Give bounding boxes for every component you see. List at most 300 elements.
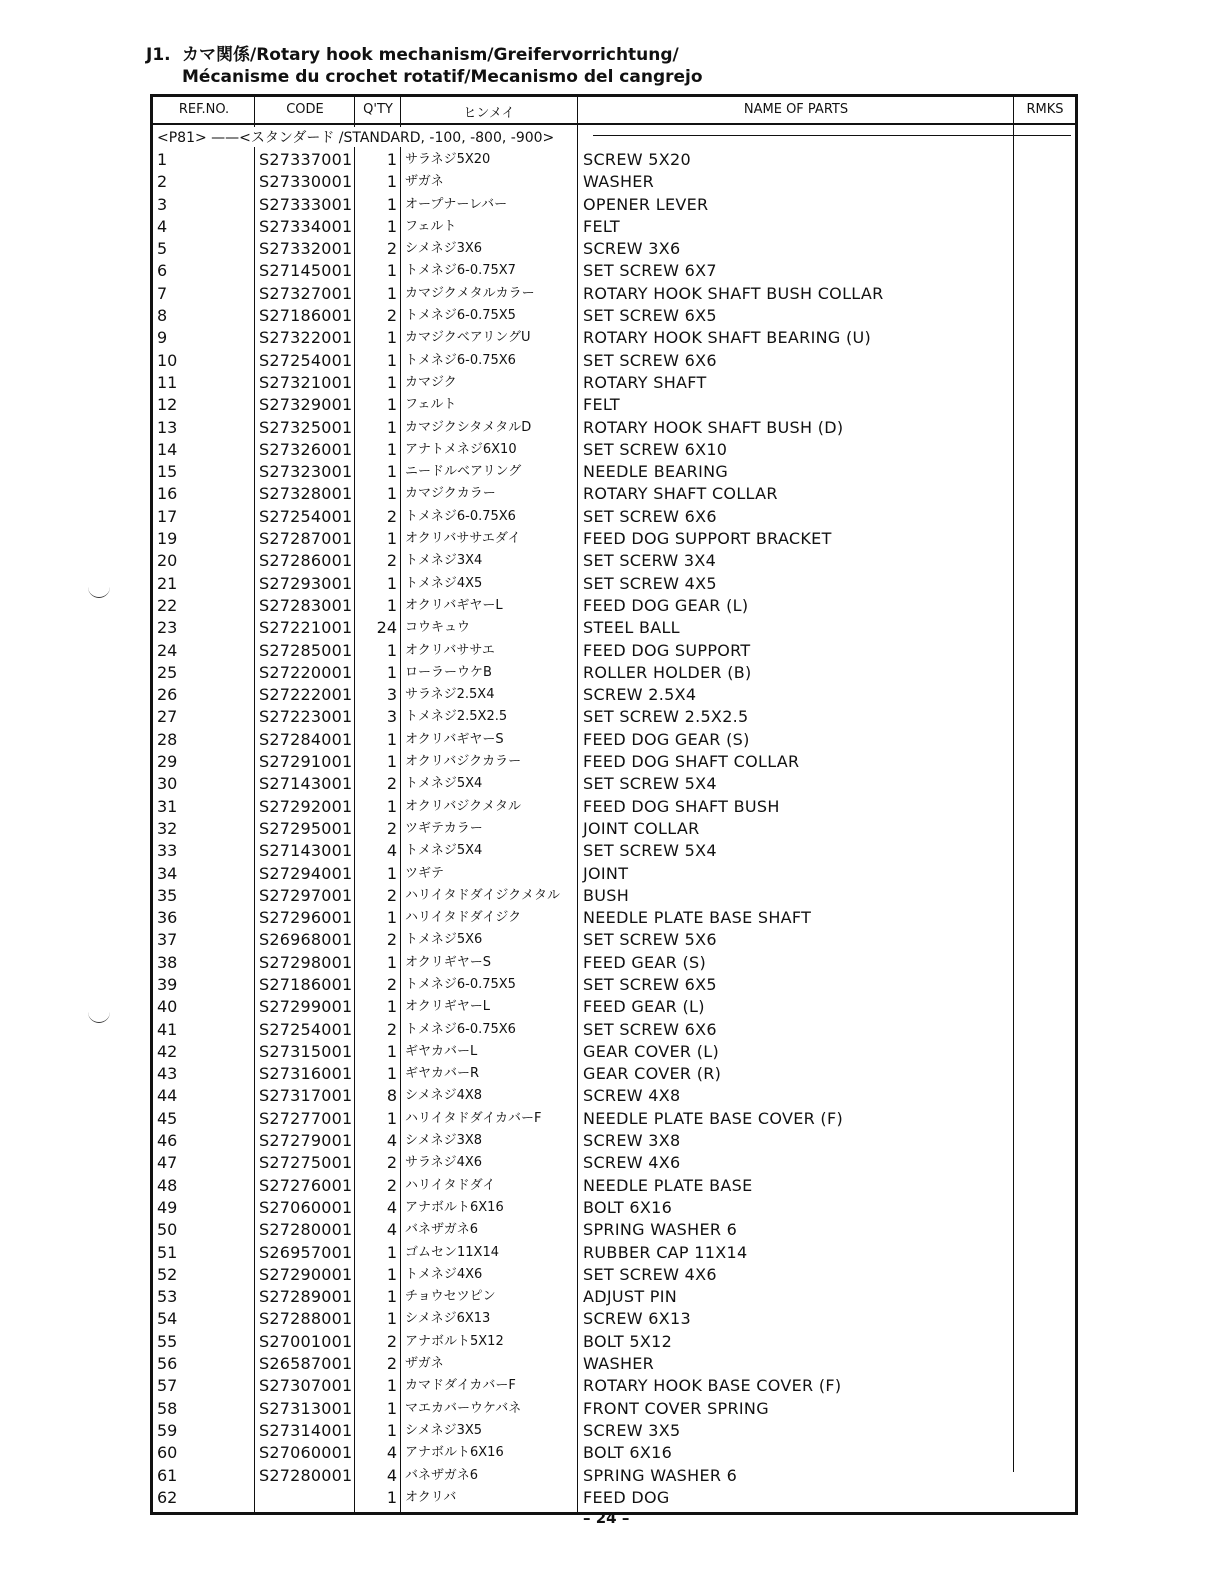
quantity: 2 — [386, 239, 397, 259]
katakana-name: オクリギヤーL — [405, 999, 490, 1015]
quantity: 8 — [386, 1086, 397, 1106]
quantity: 4 — [386, 1220, 397, 1240]
part-code: S27329001 — [259, 395, 353, 415]
table-row — [153, 885, 1075, 907]
heading-line-1 — [146, 44, 703, 66]
part-code: S26968001 — [259, 930, 353, 950]
part-name: BOLT 6X16 — [583, 1443, 673, 1463]
ref-number: 20 — [157, 551, 178, 571]
table-row — [153, 216, 1075, 238]
quantity: 2 — [386, 774, 397, 794]
katakana-name: シメネジ3X6 — [405, 241, 483, 257]
quantity: 1 — [386, 1064, 397, 1084]
ref-number: 4 — [157, 216, 168, 236]
part-code: S27285001 — [259, 640, 353, 660]
ref-number: 46 — [157, 1131, 178, 1151]
part-name: JOINT — [583, 863, 629, 883]
part-code: S27292001 — [259, 796, 353, 816]
katakana-name: オクリバギヤーS — [405, 731, 504, 747]
table-row — [153, 1108, 1075, 1130]
header-qty: Q'TY — [363, 102, 393, 117]
ref-number: 43 — [157, 1064, 178, 1084]
part-name: SET SCREW 6X5 — [583, 974, 717, 994]
part-name: SCREW 3X5 — [583, 1420, 681, 1440]
part-name: SCREW 3X8 — [583, 1131, 681, 1151]
ref-number: 35 — [157, 885, 178, 905]
ref-number: 62 — [157, 1487, 178, 1507]
table-row — [153, 1130, 1075, 1152]
ref-number: 38 — [157, 952, 178, 972]
table-row — [153, 305, 1075, 327]
part-name: FEED DOG SUPPORT BRACKET — [583, 529, 832, 549]
part-name: JOINT COLLAR — [583, 818, 700, 838]
ref-number: 56 — [157, 1354, 178, 1374]
table-row — [153, 684, 1075, 706]
part-name: SCREW 3X6 — [583, 239, 681, 259]
quantity: 2 — [386, 306, 397, 326]
part-name: SET SCREW 6X5 — [583, 306, 717, 326]
table-row — [153, 327, 1075, 349]
table-row — [153, 751, 1075, 773]
standard-rule — [593, 135, 1071, 136]
ref-number: 42 — [157, 1041, 178, 1061]
ref-number: 8 — [157, 306, 168, 326]
katakana-name: オープナーレバー — [405, 196, 508, 212]
part-name: SET SCREW 6X6 — [583, 1019, 717, 1039]
katakana-name: カマジク — [405, 374, 457, 390]
ref-number: 27 — [157, 707, 178, 727]
part-code: S27275001 — [259, 1153, 353, 1173]
ref-number: 19 — [157, 529, 178, 549]
katakana-name: シメネジ3X5 — [405, 1422, 483, 1438]
katakana-name: トメネジ2.5X2.5 — [405, 709, 508, 725]
part-name: ADJUST PIN — [583, 1287, 678, 1307]
part-code: S27298001 — [259, 952, 353, 972]
table-row — [153, 439, 1075, 461]
katakana-name: トメネジ5X4 — [405, 776, 483, 792]
part-code: S27294001 — [259, 863, 353, 883]
katakana-name: アナボルト5X12 — [405, 1333, 504, 1349]
part-name: SET SCREW 5X4 — [583, 841, 717, 861]
table-row — [153, 260, 1075, 282]
part-name: ROTARY HOOK SHAFT BUSH (D) — [583, 417, 844, 437]
table-row — [153, 595, 1075, 617]
ref-number: 13 — [157, 417, 178, 437]
part-name: ROTARY HOOK BASE COVER (F) — [583, 1376, 842, 1396]
part-code: S27060001 — [259, 1443, 353, 1463]
part-code: S27307001 — [259, 1376, 353, 1396]
katakana-name: ハリイタドダイカバーF — [405, 1110, 542, 1126]
katakana-name: オクリバ — [405, 1489, 457, 1505]
part-code: S27220001 — [259, 662, 353, 682]
table-row — [153, 1331, 1075, 1353]
ref-number: 45 — [157, 1108, 178, 1128]
table-row — [153, 350, 1075, 372]
katakana-name: アナボルト6X16 — [405, 1445, 504, 1461]
table-row — [153, 907, 1075, 929]
quantity: 1 — [386, 952, 397, 972]
header-name: NAME OF PARTS — [743, 102, 849, 117]
table-row — [153, 1063, 1075, 1085]
katakana-name: オクリバジクカラー — [405, 754, 522, 770]
katakana-name: コウキュウ — [405, 620, 471, 636]
part-code: S27060001 — [259, 1197, 353, 1217]
part-code: S27288001 — [259, 1309, 353, 1329]
katakana-name: ギヤカバーR — [405, 1066, 480, 1082]
table-row — [153, 1242, 1075, 1264]
katakana-name: トメネジ5X6 — [405, 932, 483, 948]
katakana-name: シメネジ4X8 — [405, 1088, 483, 1104]
part-code: S27299001 — [259, 997, 353, 1017]
table-row — [153, 194, 1075, 216]
table-row — [153, 996, 1075, 1018]
katakana-name: カマジクシタメタルD — [405, 419, 532, 435]
table-row — [153, 506, 1075, 528]
table-row — [153, 149, 1075, 171]
ref-number: 3 — [157, 194, 168, 214]
quantity: 4 — [386, 1465, 397, 1485]
part-code: S26957001 — [259, 1242, 353, 1262]
table-row — [153, 818, 1075, 840]
part-code: S27293001 — [259, 573, 353, 593]
part-name: SPRING WASHER 6 — [583, 1220, 738, 1240]
parts-rows — [153, 149, 1075, 1509]
part-code: S27334001 — [259, 216, 353, 236]
quantity: 1 — [386, 1309, 397, 1329]
quantity: 1 — [386, 640, 397, 660]
part-code: S27317001 — [259, 1086, 353, 1106]
ref-number: 59 — [157, 1420, 178, 1440]
quantity: 1 — [386, 529, 397, 549]
table-row — [153, 1487, 1075, 1509]
quantity: 1 — [386, 172, 397, 192]
katakana-name: ザガネ — [405, 174, 444, 190]
katakana-name: ローラーウケB — [405, 664, 492, 680]
part-code: S27295001 — [259, 818, 353, 838]
part-code: S27290001 — [259, 1264, 353, 1284]
quantity: 2 — [386, 885, 397, 905]
part-name: SET SCREW 2.5X2.5 — [583, 707, 749, 727]
part-code: S27284001 — [259, 729, 353, 749]
quantity: 1 — [386, 752, 397, 772]
ref-number: 53 — [157, 1287, 178, 1307]
part-name: NEEDLE PLATE BASE COVER (F) — [583, 1108, 844, 1128]
quantity: 2 — [386, 1175, 397, 1195]
table-row — [153, 550, 1075, 572]
ref-number: 37 — [157, 930, 178, 950]
table-row — [153, 1152, 1075, 1174]
quantity: 2 — [386, 1331, 397, 1351]
ref-number: 58 — [157, 1398, 178, 1418]
ref-number: 61 — [157, 1465, 178, 1485]
katakana-name: トメネジ5X4 — [405, 843, 483, 859]
quantity: 2 — [386, 1354, 397, 1374]
table-row — [153, 1308, 1075, 1330]
katakana-name: トメネジ6-0.75X6 — [405, 1021, 516, 1037]
part-name: SCREW 6X13 — [583, 1309, 691, 1329]
part-code: S27280001 — [259, 1220, 353, 1240]
part-code: S27315001 — [259, 1041, 353, 1061]
quantity: 1 — [386, 283, 397, 303]
heading-line-1-text: カマ関係/Rotary hook mechanism/Greifervorrichtung/ — [182, 45, 679, 65]
part-name: ROTARY HOOK SHAFT BUSH COLLAR — [583, 283, 884, 303]
quantity: 1 — [386, 1264, 397, 1284]
ref-number: 17 — [157, 506, 178, 526]
quantity: 1 — [386, 573, 397, 593]
quantity: 4 — [386, 1131, 397, 1151]
ref-number: 47 — [157, 1153, 178, 1173]
table-row — [153, 662, 1075, 684]
table-row — [153, 283, 1075, 305]
katakana-name: シメネジ6X13 — [405, 1311, 491, 1327]
katakana-name: カマジクメタルカラー — [405, 285, 535, 301]
katakana-name: オクリバササエダイ — [405, 531, 521, 547]
katakana-name: オクリバササエ — [405, 642, 495, 658]
katakana-name: シメネジ3X8 — [405, 1133, 483, 1149]
part-code: S27223001 — [259, 707, 353, 727]
katakana-name: アナトメネジ6X10 — [405, 441, 517, 457]
table-row — [153, 729, 1075, 751]
part-code: S27287001 — [259, 529, 353, 549]
katakana-name: ギヤカバーL — [405, 1043, 478, 1059]
part-code: S27276001 — [259, 1175, 353, 1195]
table-row — [153, 417, 1075, 439]
ref-number: 52 — [157, 1264, 178, 1284]
part-name: STEEL BALL — [583, 618, 680, 638]
ref-number: 39 — [157, 974, 178, 994]
quantity: 1 — [386, 395, 397, 415]
quantity: 2 — [386, 506, 397, 526]
quantity: 1 — [386, 328, 397, 348]
table-row — [153, 1085, 1075, 1107]
quantity: 2 — [386, 551, 397, 571]
part-name: SET SCREW 5X4 — [583, 774, 717, 794]
katakana-name: トメネジ6-0.75X6 — [405, 508, 516, 524]
part-code: S27145001 — [259, 261, 353, 281]
ref-number: 11 — [157, 372, 178, 392]
part-name: SET SCERW 3X4 — [583, 551, 717, 571]
part-name: ROLLER HOLDER (B) — [583, 662, 752, 682]
header-kana: ヒンメイ — [463, 106, 515, 121]
part-name: BOLT 6X16 — [583, 1197, 673, 1217]
part-name: NEEDLE PLATE BASE SHAFT — [583, 908, 812, 928]
part-code: S27313001 — [259, 1398, 353, 1418]
quantity: 1 — [386, 729, 397, 749]
section-number: J1. — [146, 45, 171, 65]
part-name: NEEDLE BEARING — [583, 462, 729, 482]
part-name: NEEDLE PLATE BASE — [583, 1175, 753, 1195]
katakana-name: オクリギヤーS — [405, 954, 491, 970]
part-name: OPENER LEVER — [583, 194, 709, 214]
katakana-name: カマドダイカバーF — [405, 1378, 516, 1394]
part-name: RUBBER CAP 11X14 — [583, 1242, 748, 1262]
katakana-name: チョウセツピン — [405, 1289, 496, 1305]
ref-number: 22 — [157, 595, 178, 615]
part-code: S27222001 — [259, 685, 353, 705]
part-name: WASHER — [583, 1354, 655, 1374]
quantity: 1 — [386, 1242, 397, 1262]
ref-number: 21 — [157, 573, 178, 593]
quantity: 1 — [386, 595, 397, 615]
quantity: 1 — [386, 908, 397, 928]
quantity: 1 — [386, 1041, 397, 1061]
heading-line-2: Mécanisme du crochet rotatif/Mecanismo del cangrejo — [182, 67, 703, 87]
ref-number: 24 — [157, 640, 178, 660]
katakana-name: ハリイタドダイ — [405, 1177, 496, 1193]
table-row — [153, 238, 1075, 260]
quantity: 1 — [386, 1376, 397, 1396]
katakana-name: トメネジ4X6 — [405, 1266, 483, 1282]
quantity: 1 — [386, 1398, 397, 1418]
part-name: ROTARY SHAFT — [583, 372, 707, 392]
part-code: S27283001 — [259, 595, 353, 615]
quantity: 1 — [386, 1420, 397, 1440]
table-row — [153, 573, 1075, 595]
ref-number: 25 — [157, 662, 178, 682]
table-row — [153, 929, 1075, 951]
ref-number: 57 — [157, 1376, 178, 1396]
quantity: 1 — [386, 216, 397, 236]
katakana-name: トメネジ3X4 — [405, 553, 483, 569]
part-name: SCREW 5X20 — [583, 150, 691, 169]
part-name: FELT — [583, 216, 620, 236]
part-name: FEED DOG SUPPORT — [583, 640, 751, 660]
ref-number: 7 — [157, 283, 168, 303]
quantity: 1 — [386, 662, 397, 682]
part-code: S26587001 — [259, 1354, 353, 1374]
part-code: S27289001 — [259, 1287, 353, 1307]
part-code: S27221001 — [259, 618, 353, 638]
punch-mark-lower — [88, 1012, 110, 1023]
ref-number: 40 — [157, 997, 178, 1017]
part-code: S27325001 — [259, 417, 353, 437]
table-row — [153, 1286, 1075, 1308]
part-code: S27330001 — [259, 172, 353, 192]
ref-number: 51 — [157, 1242, 178, 1262]
part-name: SET SCREW 4X6 — [583, 1264, 717, 1284]
part-name: FRONT COVER SPRING — [583, 1398, 769, 1418]
part-name: SCREW 4X6 — [583, 1153, 681, 1173]
quantity: 1 — [386, 439, 397, 459]
table-row — [153, 394, 1075, 416]
quantity: 1 — [386, 350, 397, 370]
katakana-name: フェルト — [405, 218, 457, 234]
header-ref: REF.NO. — [178, 102, 230, 117]
part-name: FEED DOG — [583, 1487, 670, 1507]
table-row — [153, 461, 1075, 483]
punch-mark-upper — [88, 587, 110, 598]
part-code: S27279001 — [259, 1131, 353, 1151]
part-code: S27254001 — [259, 1019, 353, 1039]
part-code: S27254001 — [259, 506, 353, 526]
ref-number: 33 — [157, 841, 178, 861]
page-heading — [146, 44, 703, 88]
katakana-name: アナボルト6X16 — [405, 1199, 504, 1215]
table-row — [153, 617, 1075, 639]
table-row — [153, 863, 1075, 885]
ref-number: 5 — [157, 239, 168, 259]
ref-number: 55 — [157, 1331, 178, 1351]
part-name: SET SCREW 5X6 — [583, 930, 717, 950]
part-code: S27333001 — [259, 194, 353, 214]
quantity: 3 — [386, 685, 397, 705]
part-name: SET SCREW 6X6 — [583, 350, 717, 370]
part-code: S27316001 — [259, 1064, 353, 1084]
table-row — [153, 706, 1075, 728]
katakana-name: マエカバーウケバネ — [405, 1400, 522, 1416]
part-code: S27328001 — [259, 484, 353, 504]
part-name: FEED GEAR (S) — [583, 952, 707, 972]
quantity: 1 — [386, 1108, 397, 1128]
katakana-name: ハリイタドダイジク — [405, 910, 522, 926]
table-row — [153, 171, 1075, 193]
header-code: CODE — [286, 102, 324, 117]
katakana-name: ハリイタドダイジクメタル — [405, 887, 560, 903]
katakana-name: サラネジ2.5X4 — [405, 687, 495, 703]
part-code: S27291001 — [259, 752, 353, 772]
part-name: GEAR COVER (R) — [583, 1064, 722, 1084]
part-name: FELT — [583, 395, 620, 415]
header-rmks: RMKS — [1026, 102, 1064, 117]
part-code: S27186001 — [259, 306, 353, 326]
quantity: 1 — [386, 462, 397, 482]
quantity: 2 — [386, 1019, 397, 1039]
quantity: 1 — [386, 1287, 397, 1307]
part-code: S27296001 — [259, 908, 353, 928]
table-row — [153, 773, 1075, 795]
part-name: SCREW 2.5X4 — [583, 685, 697, 705]
quantity: 24 — [376, 618, 397, 638]
part-code: S27280001 — [259, 1465, 353, 1485]
quantity: 1 — [386, 194, 397, 214]
quantity: 4 — [386, 1197, 397, 1217]
ref-number: 54 — [157, 1309, 178, 1329]
quantity: 1 — [386, 417, 397, 437]
ref-number: 48 — [157, 1175, 178, 1195]
katakana-name: バネザガネ6 — [405, 1467, 479, 1483]
part-name: FEED DOG SHAFT COLLAR — [583, 752, 800, 772]
ref-number: 29 — [157, 752, 178, 772]
quantity: 1 — [386, 863, 397, 883]
table-row — [153, 1019, 1075, 1041]
ref-number: 31 — [157, 796, 178, 816]
ref-number: 28 — [157, 729, 178, 749]
part-code: S27327001 — [259, 283, 353, 303]
quantity: 2 — [386, 974, 397, 994]
part-name: FEED DOG SHAFT BUSH — [583, 796, 780, 816]
ref-number: 12 — [157, 395, 178, 415]
quantity: 1 — [386, 796, 397, 816]
table-row — [153, 1219, 1075, 1241]
ref-number: 41 — [157, 1019, 178, 1039]
table-row — [153, 1465, 1075, 1487]
part-name: SCREW 4X8 — [583, 1086, 681, 1106]
ref-number: 1 — [157, 150, 168, 169]
katakana-name: カマジクベアリングU — [405, 330, 531, 346]
ref-number: 50 — [157, 1220, 178, 1240]
part-name: SET SCREW 6X6 — [583, 506, 717, 526]
quantity: 2 — [386, 818, 397, 838]
ref-number: 34 — [157, 863, 178, 883]
quantity: 3 — [386, 707, 397, 727]
ref-number: 36 — [157, 908, 178, 928]
quantity: 1 — [386, 484, 397, 504]
part-code: S27001001 — [259, 1331, 353, 1351]
part-code: S27326001 — [259, 439, 353, 459]
page-number: – 24 – — [583, 1509, 630, 1527]
table-row — [153, 1175, 1075, 1197]
table-row — [153, 528, 1075, 550]
